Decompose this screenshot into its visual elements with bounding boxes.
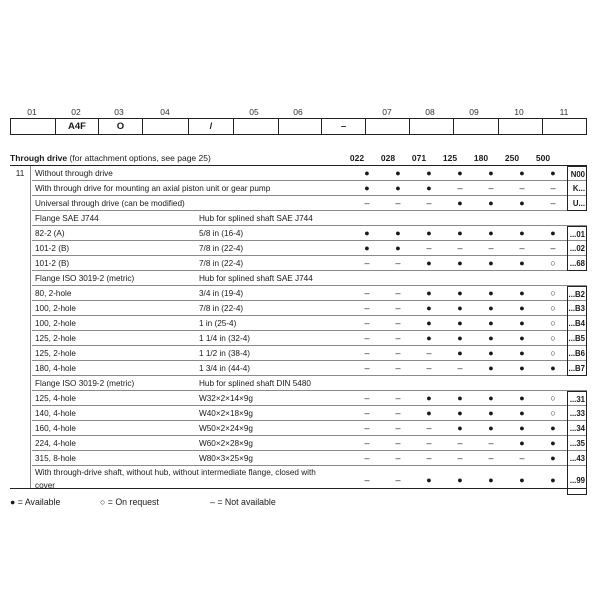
availability-mark: ● [426,318,432,328]
availability-mark: – [364,303,370,313]
availability-mark: ● [519,475,525,485]
table-row [10,376,587,391]
ordering-code-position-03: 03 [114,107,124,117]
availability-mark: ● [488,288,494,298]
availability-mark: ● [519,348,525,358]
availability-mark: – [364,475,370,485]
order-code: U... [567,196,587,211]
availability-mark: ● [519,363,525,373]
availability-mark: ● [457,333,463,343]
legend-not-available: – = Not available [210,497,276,507]
table-row [10,466,587,495]
availability-mark: ● [488,318,494,328]
availability-mark: ● [426,303,432,313]
availability-mark: – [364,333,370,343]
availability-mark: ● [488,303,494,313]
table-row [10,421,587,436]
through-drive-table [10,165,587,489]
availability-mark: – [364,423,370,433]
ordering-code-cell [542,119,588,134]
table-row [10,316,587,331]
availability-mark: – [457,453,463,463]
availability-mark: ● [457,393,463,403]
order-code: ...34 [567,421,587,436]
availability-mark: ● [457,288,463,298]
table-row [10,436,587,451]
availability-mark: ● [364,183,370,193]
ordering-code-cell [11,119,55,134]
availability-mark: ● [550,423,556,433]
availability-mark: ● [519,318,525,328]
ordering-code-cell [453,119,498,134]
ordering-code-position-07: 07 [382,107,392,117]
availability-mark: ● [395,228,401,238]
row-description: Flange SAE J744 [35,214,99,223]
order-code: ...02 [567,241,587,256]
availability-mark: – [395,318,401,328]
order-code: ...35 [567,436,587,451]
availability-mark: ● [364,168,370,178]
legend-available: ● = Available [10,497,61,507]
size-column-header: 250 [504,153,520,163]
availability-mark: – [457,243,463,253]
availability-mark: ● [519,228,525,238]
availability-mark: – [395,333,401,343]
ordering-code-cell [365,119,409,134]
row-description: 160, 4-hole [35,424,76,433]
availability-mark: ● [395,183,401,193]
row-hub: 3/4 in (19-4) [199,289,244,298]
availability-mark: – [426,198,432,208]
order-code: K... [567,181,587,196]
table-row [10,346,587,361]
availability-mark: ● [519,408,525,418]
ordering-code-position-09: 09 [469,107,479,117]
availability-mark: ● [426,393,432,403]
availability-mark: – [364,348,370,358]
table-row [10,166,587,181]
ordering-code-cell [233,119,278,134]
availability-mark: – [550,198,556,208]
row-hub: 1 in (25-4) [199,319,237,328]
ordering-code-cell [498,119,542,134]
ordering-code-cell: O [98,119,142,134]
availability-mark: – [395,198,401,208]
availability-mark: – [395,475,401,485]
availability-mark: ● [488,423,494,433]
availability-mark: – [395,348,401,358]
table-row [10,181,587,196]
availability-mark: ● [457,303,463,313]
availability-mark: ○ [550,258,556,268]
availability-mark: – [395,258,401,268]
table-row [10,331,587,346]
row-description: With through-drive shaft, without hub, without intermediate flange, closed with cover [35,468,316,490]
availability-mark: ● [457,408,463,418]
availability-mark: ● [426,408,432,418]
table-row [10,301,587,316]
row-hub: 1 3/4 in (44-4) [199,364,250,373]
table-row [10,211,587,226]
ordering-code-cell: – [321,119,365,134]
availability-mark: ● [488,258,494,268]
availability-mark: ● [550,475,556,485]
availability-mark: – [364,258,370,268]
row-description: Flange ISO 3019-2 (metric) [35,274,135,283]
row-hub: 1 1/2 in (38-4) [199,349,250,358]
order-code: ...99 [567,466,587,495]
availability-mark: ● [488,168,494,178]
table-row [10,226,587,241]
availability-mark: ● [488,348,494,358]
row-description: 100, 2-hole [35,319,76,328]
row-description: 80, 2-hole [35,289,72,298]
availability-mark: – [519,183,525,193]
availability-mark: – [519,243,525,253]
availability-mark: ○ [550,318,556,328]
availability-mark: – [426,363,432,373]
availability-mark: – [364,288,370,298]
table-row [10,451,587,466]
availability-mark: – [488,438,494,448]
order-code: ...B2 [567,286,587,301]
availability-mark: ○ [550,333,556,343]
ordering-code-cell [278,119,321,134]
availability-mark: ○ [550,303,556,313]
availability-mark: – [364,198,370,208]
size-column-header: 028 [380,153,396,163]
availability-mark: ● [550,453,556,463]
availability-mark: ● [457,228,463,238]
ordering-code-cell: A4F [55,119,98,134]
ordering-code-cell: / [188,119,233,134]
availability-mark: ● [426,288,432,298]
availability-mark: ● [519,333,525,343]
ordering-code-position-05: 05 [249,107,259,117]
availability-mark: ● [519,303,525,313]
availability-mark: – [364,438,370,448]
size-column-header: 180 [473,153,489,163]
availability-mark: ● [426,168,432,178]
row-hub: W32×2×14×9g [199,394,253,403]
ordering-code-position-02: 02 [71,107,81,117]
availability-mark: – [364,393,370,403]
availability-mark: ● [457,318,463,328]
availability-mark: – [488,243,494,253]
availability-mark: ● [488,393,494,403]
row-hub: 1 1/4 in (32-4) [199,334,250,343]
availability-mark: ● [364,243,370,253]
order-code: ...68 [567,256,587,271]
availability-mark: ● [488,408,494,418]
availability-mark: – [426,348,432,358]
availability-mark: ● [426,183,432,193]
ordering-code-position-11: 11 [559,107,569,117]
availability-mark: ● [550,168,556,178]
row-description: Without through drive [35,169,113,178]
row-description: 125, 2-hole [35,349,76,358]
row-description: 101-2 (B) [35,244,70,253]
availability-mark: ● [488,198,494,208]
availability-mark: ● [519,258,525,268]
row-hub: 7/8 in (22-4) [199,259,244,268]
availability-mark: – [395,363,401,373]
order-code: ...B4 [567,316,587,331]
availability-mark: ● [457,168,463,178]
availability-mark: – [395,393,401,403]
availability-mark: – [457,183,463,193]
availability-mark: – [488,183,494,193]
order-code: ...B7 [567,361,587,376]
availability-mark: ● [488,333,494,343]
availability-mark: ● [519,198,525,208]
availability-mark: ● [457,348,463,358]
row-description: Flange ISO 3019-2 (metric) [35,379,135,388]
row-hub: 7/8 in (22-4) [199,244,244,253]
row-hub: 5/8 in (16-4) [199,229,244,238]
availability-mark: – [457,363,463,373]
row-hub: Hub for splined shaft DIN 5480 [199,379,311,388]
table-row [10,256,587,271]
availability-mark: ● [457,475,463,485]
row-description: 82-2 (A) [35,229,65,238]
row-description: With through drive for mounting an axial piston unit or gear pump [35,184,271,193]
section-note: (for attachment options, see page 25) [69,153,211,163]
table-row [10,196,587,211]
availability-mark: ● [550,438,556,448]
row-hub: 7/8 in (22-4) [199,304,244,313]
row-description: 125, 4-hole [35,394,76,403]
availability-mark: – [364,363,370,373]
availability-mark: – [395,288,401,298]
ordering-code-position-04: 04 [160,107,170,117]
availability-mark: ● [426,258,432,268]
availability-mark: ● [550,363,556,373]
availability-mark: ● [426,228,432,238]
row-description: 315, 8-hole [35,454,76,463]
order-code: ...B5 [567,331,587,346]
availability-mark: ○ [550,393,556,403]
availability-mark: – [364,318,370,328]
legend-on-request: ○ = On request [100,497,159,507]
availability-mark: ● [457,198,463,208]
availability-mark: ● [519,288,525,298]
row-description: 180, 4-hole [35,364,76,373]
availability-mark: ● [519,393,525,403]
availability-mark: ● [519,423,525,433]
row-hub: Hub for splined shaft SAE J744 [199,274,313,283]
availability-mark: ● [488,228,494,238]
availability-mark: ● [519,438,525,448]
availability-mark: ● [457,258,463,268]
availability-mark: ● [550,228,556,238]
row-hub: W50×2×24×9g [199,424,253,433]
row-hub: W80×3×25×9g [199,454,253,463]
table-row [10,241,587,256]
order-code: ...B6 [567,346,587,361]
row-description: 100, 2-hole [35,304,76,313]
availability-mark: ● [364,228,370,238]
availability-mark: – [550,183,556,193]
availability-mark: – [426,453,432,463]
order-code: ...43 [567,451,587,466]
row-description: 101-2 (B) [35,259,70,268]
table-row [10,406,587,421]
availability-mark: – [426,423,432,433]
table-row [10,286,587,301]
ordering-code-position-08: 08 [425,107,435,117]
availability-mark: – [395,423,401,433]
row-description: 125, 2-hole [35,334,76,343]
availability-mark: ● [488,475,494,485]
availability-mark: – [519,453,525,463]
availability-mark: ● [457,423,463,433]
availability-mark: ● [488,363,494,373]
row-description: Universal through drive (can be modified) [35,199,185,208]
availability-mark: – [550,243,556,253]
availability-mark: – [395,408,401,418]
order-code: ...B3 [567,301,587,316]
ordering-code-boxes [10,118,587,135]
through-drive-title [10,153,211,163]
availability-mark: ● [426,475,432,485]
row-hub: W60×2×28×9g [199,439,253,448]
availability-mark: – [426,438,432,448]
availability-mark: ● [519,168,525,178]
ordering-code-position-10: 10 [514,107,524,117]
size-column-header: 071 [411,153,427,163]
availability-mark: ● [395,168,401,178]
availability-mark: – [364,408,370,418]
ordering-code-position-06: 06 [293,107,303,117]
row-description: 140, 4-hole [35,409,76,418]
ordering-code-position-01: 01 [27,107,37,117]
ordering-code-cell [409,119,453,134]
availability-mark: – [395,453,401,463]
row-hub: W40×2×18×9g [199,409,253,418]
availability-mark: – [488,453,494,463]
table-row [10,271,587,286]
size-column-header: 022 [349,153,365,163]
availability-mark: ● [426,333,432,343]
table-row [10,391,587,406]
order-code: ...33 [567,406,587,421]
row-number: 11 [15,169,25,178]
order-code: N00 [567,166,587,181]
row-hub: Hub for splined shaft SAE J744 [199,214,313,223]
availability-mark: – [395,438,401,448]
availability-mark: ● [395,243,401,253]
table-row [10,361,587,376]
order-code: ...31 [567,391,587,406]
availability-mark: – [457,438,463,448]
size-column-header: 125 [442,153,458,163]
availability-mark: – [426,243,432,253]
availability-mark: – [395,303,401,313]
row-description: 224, 4-hole [35,439,76,448]
size-column-header: 500 [535,153,551,163]
availability-mark: – [364,453,370,463]
availability-mark: ○ [550,408,556,418]
ordering-code-cell [142,119,188,134]
section-heading: Through drive [10,153,68,163]
availability-mark: ○ [550,348,556,358]
order-code: ...01 [567,226,587,241]
availability-mark: ○ [550,288,556,298]
